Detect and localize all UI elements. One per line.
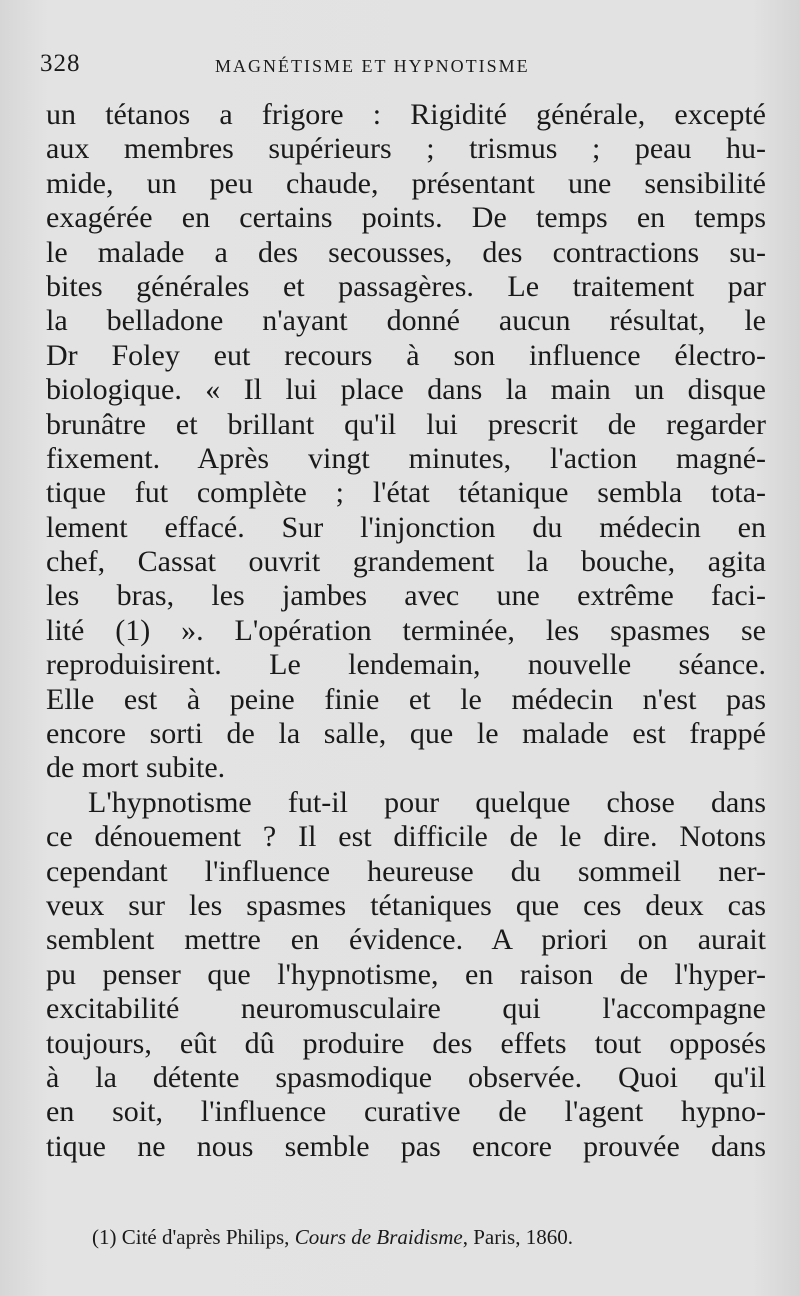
text-line: fixement. Après vingt minutes, l'action magné- — [46, 441, 766, 475]
text-line: tique fut complète ; l'état tétanique sembla tota- — [46, 476, 766, 510]
text-line: ce dénouement ? Il est difficile de le dire. Notons — [46, 820, 766, 854]
text-line: semblent mettre en évidence. A priori on aurait — [46, 923, 766, 957]
paragraph-start-line: L'hypnotisme fut-il pour quelque chose dans — [88, 785, 766, 819]
text-line: Dr Foley eut recours à son influence électro- — [46, 338, 766, 372]
text-line: biologique. « Il lui place dans la main un disque — [46, 373, 766, 407]
text-line: un tétanos a frigore : Rigidité générale, excepté — [46, 98, 766, 131]
text-line: mide, un peu chaude, présentant une sensibilité — [46, 166, 766, 200]
text-line: veux sur les spasmes tétaniques que ces deux cas — [46, 888, 766, 922]
text-line: cependant l'influence heureuse du sommeil ner- — [46, 854, 766, 888]
text-line: Elle est à peine finie et le médecin n'est pas — [46, 682, 766, 716]
text-line: toujours, eût dû produire des effets tout opposés — [46, 1026, 766, 1060]
text-line: la belladone n'ayant donné aucun résultat, le — [46, 304, 766, 338]
text-line: brunâtre et brillant qu'il lui prescrit de regarder — [46, 407, 766, 441]
text-line: pu penser que l'hypnotisme, en raison de l'hyper- — [46, 957, 766, 991]
text-line: les bras, les jambes avec une extrême faci- — [46, 579, 766, 613]
text-line: bites générales et passagères. Le traitement par — [46, 269, 766, 303]
body-text — [46, 98, 766, 1164]
text-line: aux membres supérieurs ; trismus ; peau hu- — [46, 132, 766, 166]
text-line: exagérée en certains points. De temps en temps — [46, 201, 766, 235]
text-line: chef, Cassat ouvrit grandement la bouche, agita — [46, 545, 766, 579]
running-title: MAGNÉTISME ET HYPNOTISME — [215, 56, 530, 76]
footnote-work-title: Cours de Braidisme — [294, 1225, 463, 1249]
text-line: excitabilité neuromusculaire qui l'accompagne — [46, 992, 766, 1026]
paragraph-end-line: de mort subite. — [46, 751, 226, 785]
footnote-prefix: (1) Cité d'après Philips, — [92, 1225, 295, 1249]
text-line: lité (1) ». L'opération terminée, les spasmes se — [46, 613, 766, 647]
text-line: le malade a des secousses, des contractions su- — [46, 235, 766, 269]
text-line: en soit, l'influence curative de l'agent hypno- — [46, 1095, 766, 1129]
footnote-suffix: , Paris, 1860. — [462, 1225, 573, 1249]
text-line: reproduisirent. Le lendemain, nouvelle séance. — [46, 648, 766, 682]
text-line: à la détente spasmodique observée. Quoi qu'il — [46, 1060, 766, 1094]
footnote — [92, 1225, 782, 1250]
text-line: encore sorti de la salle, que le malade est frappé — [46, 717, 766, 751]
page-number: 328 — [40, 50, 81, 77]
page-header — [40, 50, 680, 86]
text-line: tique ne nous semble pas encore prouvée dans — [46, 1129, 766, 1163]
text-line: lement effacé. Sur l'injonction du médecin en — [46, 510, 766, 544]
